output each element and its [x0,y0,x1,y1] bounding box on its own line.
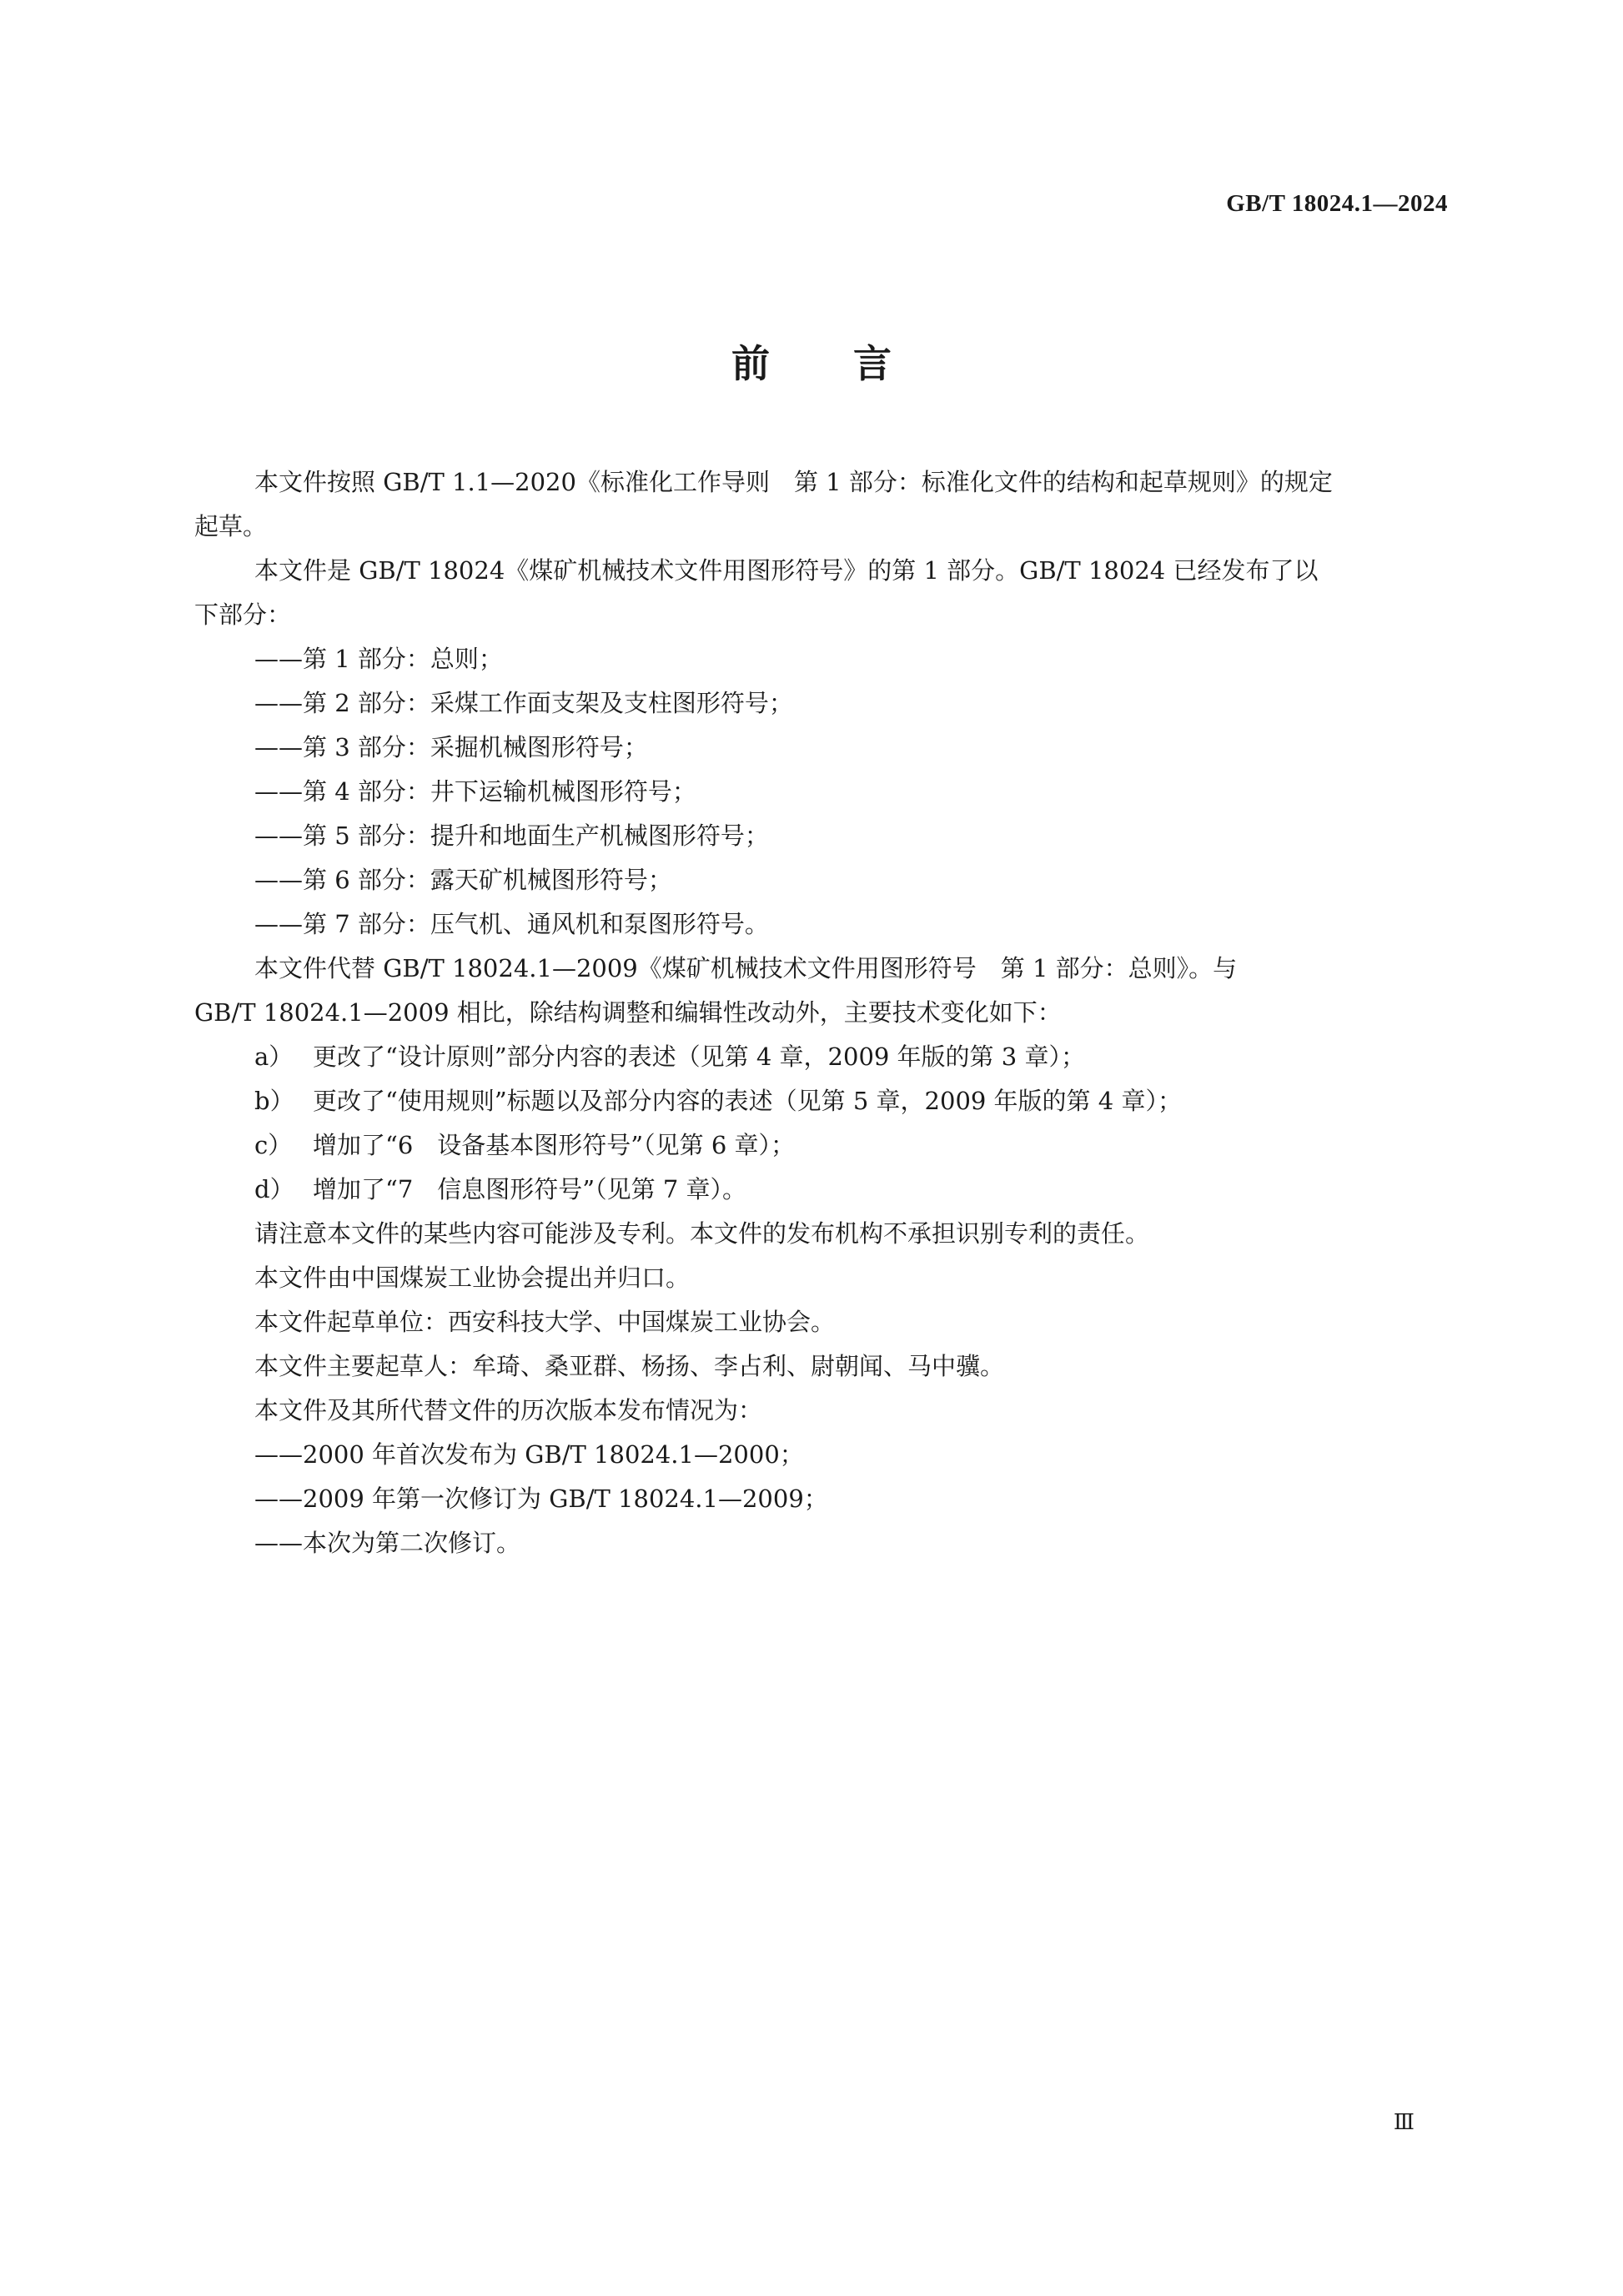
part-list-item: ——第 4 部分：井下运输机械图形符号； [254,777,696,806]
list-text: 增加了“7 信息图形符号”（见第 7 章）。 [313,1175,746,1203]
list-text: 增加了“6 设备基本图形符号”（见第 6 章）； [313,1131,795,1159]
paragraph-1-line-1: 本文件按照 GB/T 1.1—2020《标准化工作导则 第 1 部分：标准化文件的结构和起草规则》的规定 [254,468,1333,496]
change-list-item [194,1123,1450,1168]
change-list-item [194,1168,1450,1212]
part-list-item: ——第 5 部分：提升和地面生产机械图形符号； [254,821,769,850]
part-list-item: ——第 7 部分：压气机、通风机和泵图形符号。 [254,910,769,938]
list-marker: a） [254,1042,294,1071]
part-list-item: ——第 1 部分：总则； [254,645,503,673]
part-list-item: ——第 2 部分：采煤工作面支架及支柱图形符号； [254,689,793,717]
paragraph-1-line-2: 起草。 [194,512,268,540]
history-item: ——2009 年第一次修订为 GB/T 18024.1—2009； [254,1485,828,1513]
drafters: 本文件主要起草人：牟琦、桑亚群、杨扬、李占利、尉朝闻、马中骥。 [254,1352,1005,1380]
foreword-body [194,460,1450,1565]
history-intro: 本文件及其所代替文件的历次版本发布情况为： [254,1396,763,1424]
paragraph-2-line-1: 本文件是 GB/T 18024《煤矿机械技术文件用图形符号》的第 1 部分。GB/T 18024 已经发布了以 [254,556,1319,585]
list-marker: c） [254,1131,293,1159]
page-title: 前言 [731,341,975,386]
proposer-statement: 本文件由中国煤炭工业协会提出并归口。 [254,1264,691,1292]
list-marker: b） [254,1087,294,1115]
paragraph-3-line-2: GB/T 18024.1—2009 相比，除结构调整和编辑性改动外，主要技术变化如下： [194,998,1062,1027]
drafting-units: 本文件起草单位：西安科技大学、中国煤炭工业协会。 [254,1308,836,1336]
paragraph-2-line-2: 下部分： [194,600,292,629]
change-list-item [194,1035,1450,1079]
page-number: Ⅲ [1393,2110,1414,2135]
list-marker: d） [254,1175,294,1203]
patent-notice: 请注意本文件的某些内容可能涉及专利。本文件的发布机构不承担识别专利的责任。 [254,1219,1150,1248]
history-item: ——本次为第二次修订。 [254,1529,521,1557]
change-list-item [194,1079,1450,1123]
document-code: GB/T 18024.1—2024 [1226,190,1448,217]
part-list-item: ——第 3 部分：采掘机械图形符号； [254,733,648,761]
list-text: 更改了“设计原则”部分内容的表述（见第 4 章，2009 年版的第 3 章）； [313,1042,1085,1071]
history-item: ——2000 年首次发布为 GB/T 18024.1—2000； [254,1440,804,1469]
part-list-item: ——第 6 部分：露天矿机械图形符号； [254,866,672,894]
list-text: 更改了“使用规则”标题以及部分内容的表述（见第 5 章，2009 年版的第 4 章）； [313,1087,1182,1115]
paragraph-3-line-1: 本文件代替 GB/T 18024.1—2009《煤矿机械技术文件用图形符号 第 1 部分：总则》。与 [254,954,1238,982]
